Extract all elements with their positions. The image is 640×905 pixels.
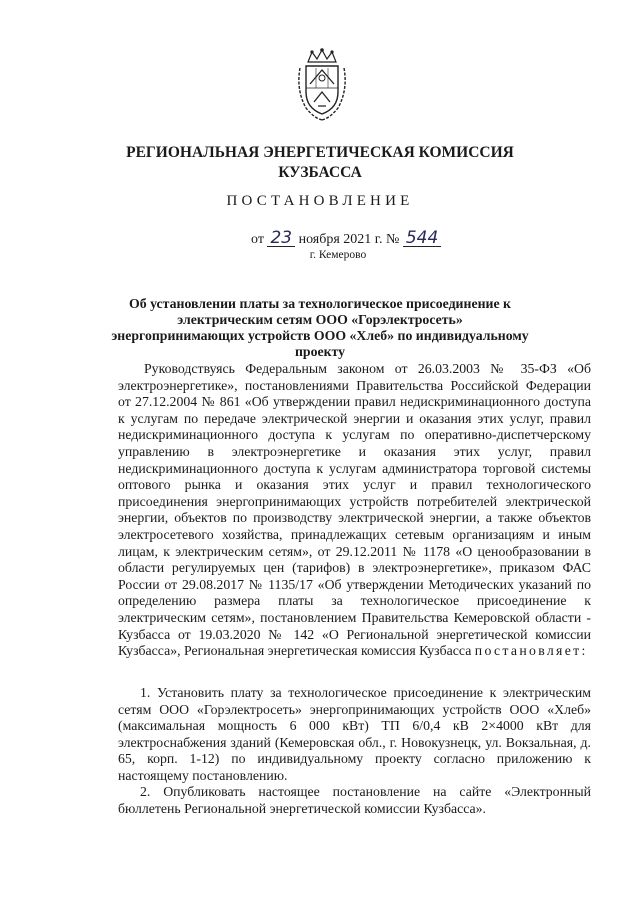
organization-name-line2: КУЗБАССА [278, 164, 362, 181]
item-1: 1. Установить плату за технологическое присоединение к электрическим сетям ООО «Горэлектросеть» энергопринимающих устройств ООО «Хлеб» (максимальная мощность 6 000 кВт) ТП 6/0,4 кВ 2×4000 кВт для электроснабжения зданий (Кемеровская обл., г. Новокузнецк, ул. Вокзальная, д. 65, корп. 1-12) по индивидуальному проекту согласно приложению к настоящему постановлению. [118, 685, 591, 783]
date-month-year: ноября 2021 г. [298, 232, 383, 247]
date-prefix: от [251, 232, 264, 247]
coat-of-arms-icon [294, 48, 350, 124]
preamble-text: Руководствуясь Федеральным законом от 26.03.2003 № 35-ФЗ «Об электроэнергетике», постановлениями Правительства Российской Федерации от 27.12.2004 № 861 «Об утверждении правил недискриминационного доступа к услугам по передаче электрической энергии и оказания этих услуг, правил недискриминационного доступа к услугам по оперативно-диспетчерскому управлению в электроэнергетике и оказания этих услуг, правил недискриминационного доступа к услугам администратора торговой системы оптового рынка и оказания этих услуг и правил технологического присоединения энергопринимающих устройств потребителей электрической энергии, объектов по производству электрической энергии, а также объектов электросетевого хозяйства, принадлежащих сетевым организациям и иным лицам, к электрическим сетям», от 29.12.2011 № 1178 «О ценообразовании в области регулируемых цен (тарифов) в электроэнергетике», приказом ФАС России от 29.08.2017 № 1135/17 «Об утверждении Методических указаний по определению размера платы за технологическое присоединение к электрическим сетям», постановлением Правительства Кемеровской области - Кузбасса от 19.03.2020 № 142 «О Региональной энергетической комиссии Кузбасса», Региональная энергетическая комиссия Кузбасса [118, 361, 591, 659]
city: г. Кемерово [309, 249, 367, 261]
number-prefix: № [385, 232, 400, 247]
document-type: ПОСТАНОВЛЕНИЕ [226, 193, 414, 209]
document-number: 544 [403, 230, 441, 247]
resolves-word: постановляет: [474, 643, 588, 659]
date-number-line [251, 230, 441, 248]
date-day: 23 [267, 230, 295, 247]
item-2: 2. Опубликовать настоящее постановление на сайте «Электронный бюллетень Региональной энергетической комиссии Кузбасса». [118, 784, 591, 816]
organization-name-line1: РЕГИОНАЛЬНАЯ ЭНЕРГЕТИЧЕСКАЯ КОМИССИЯ [126, 144, 514, 161]
preamble-paragraph [118, 361, 591, 660]
document-title: Об установлении платы за технологическое присоединение к электрическим сетям ООО «Горэлектросеть» энергопринимающих устройств ООО «Хлеб» по индивидуальному проекту [111, 296, 529, 359]
